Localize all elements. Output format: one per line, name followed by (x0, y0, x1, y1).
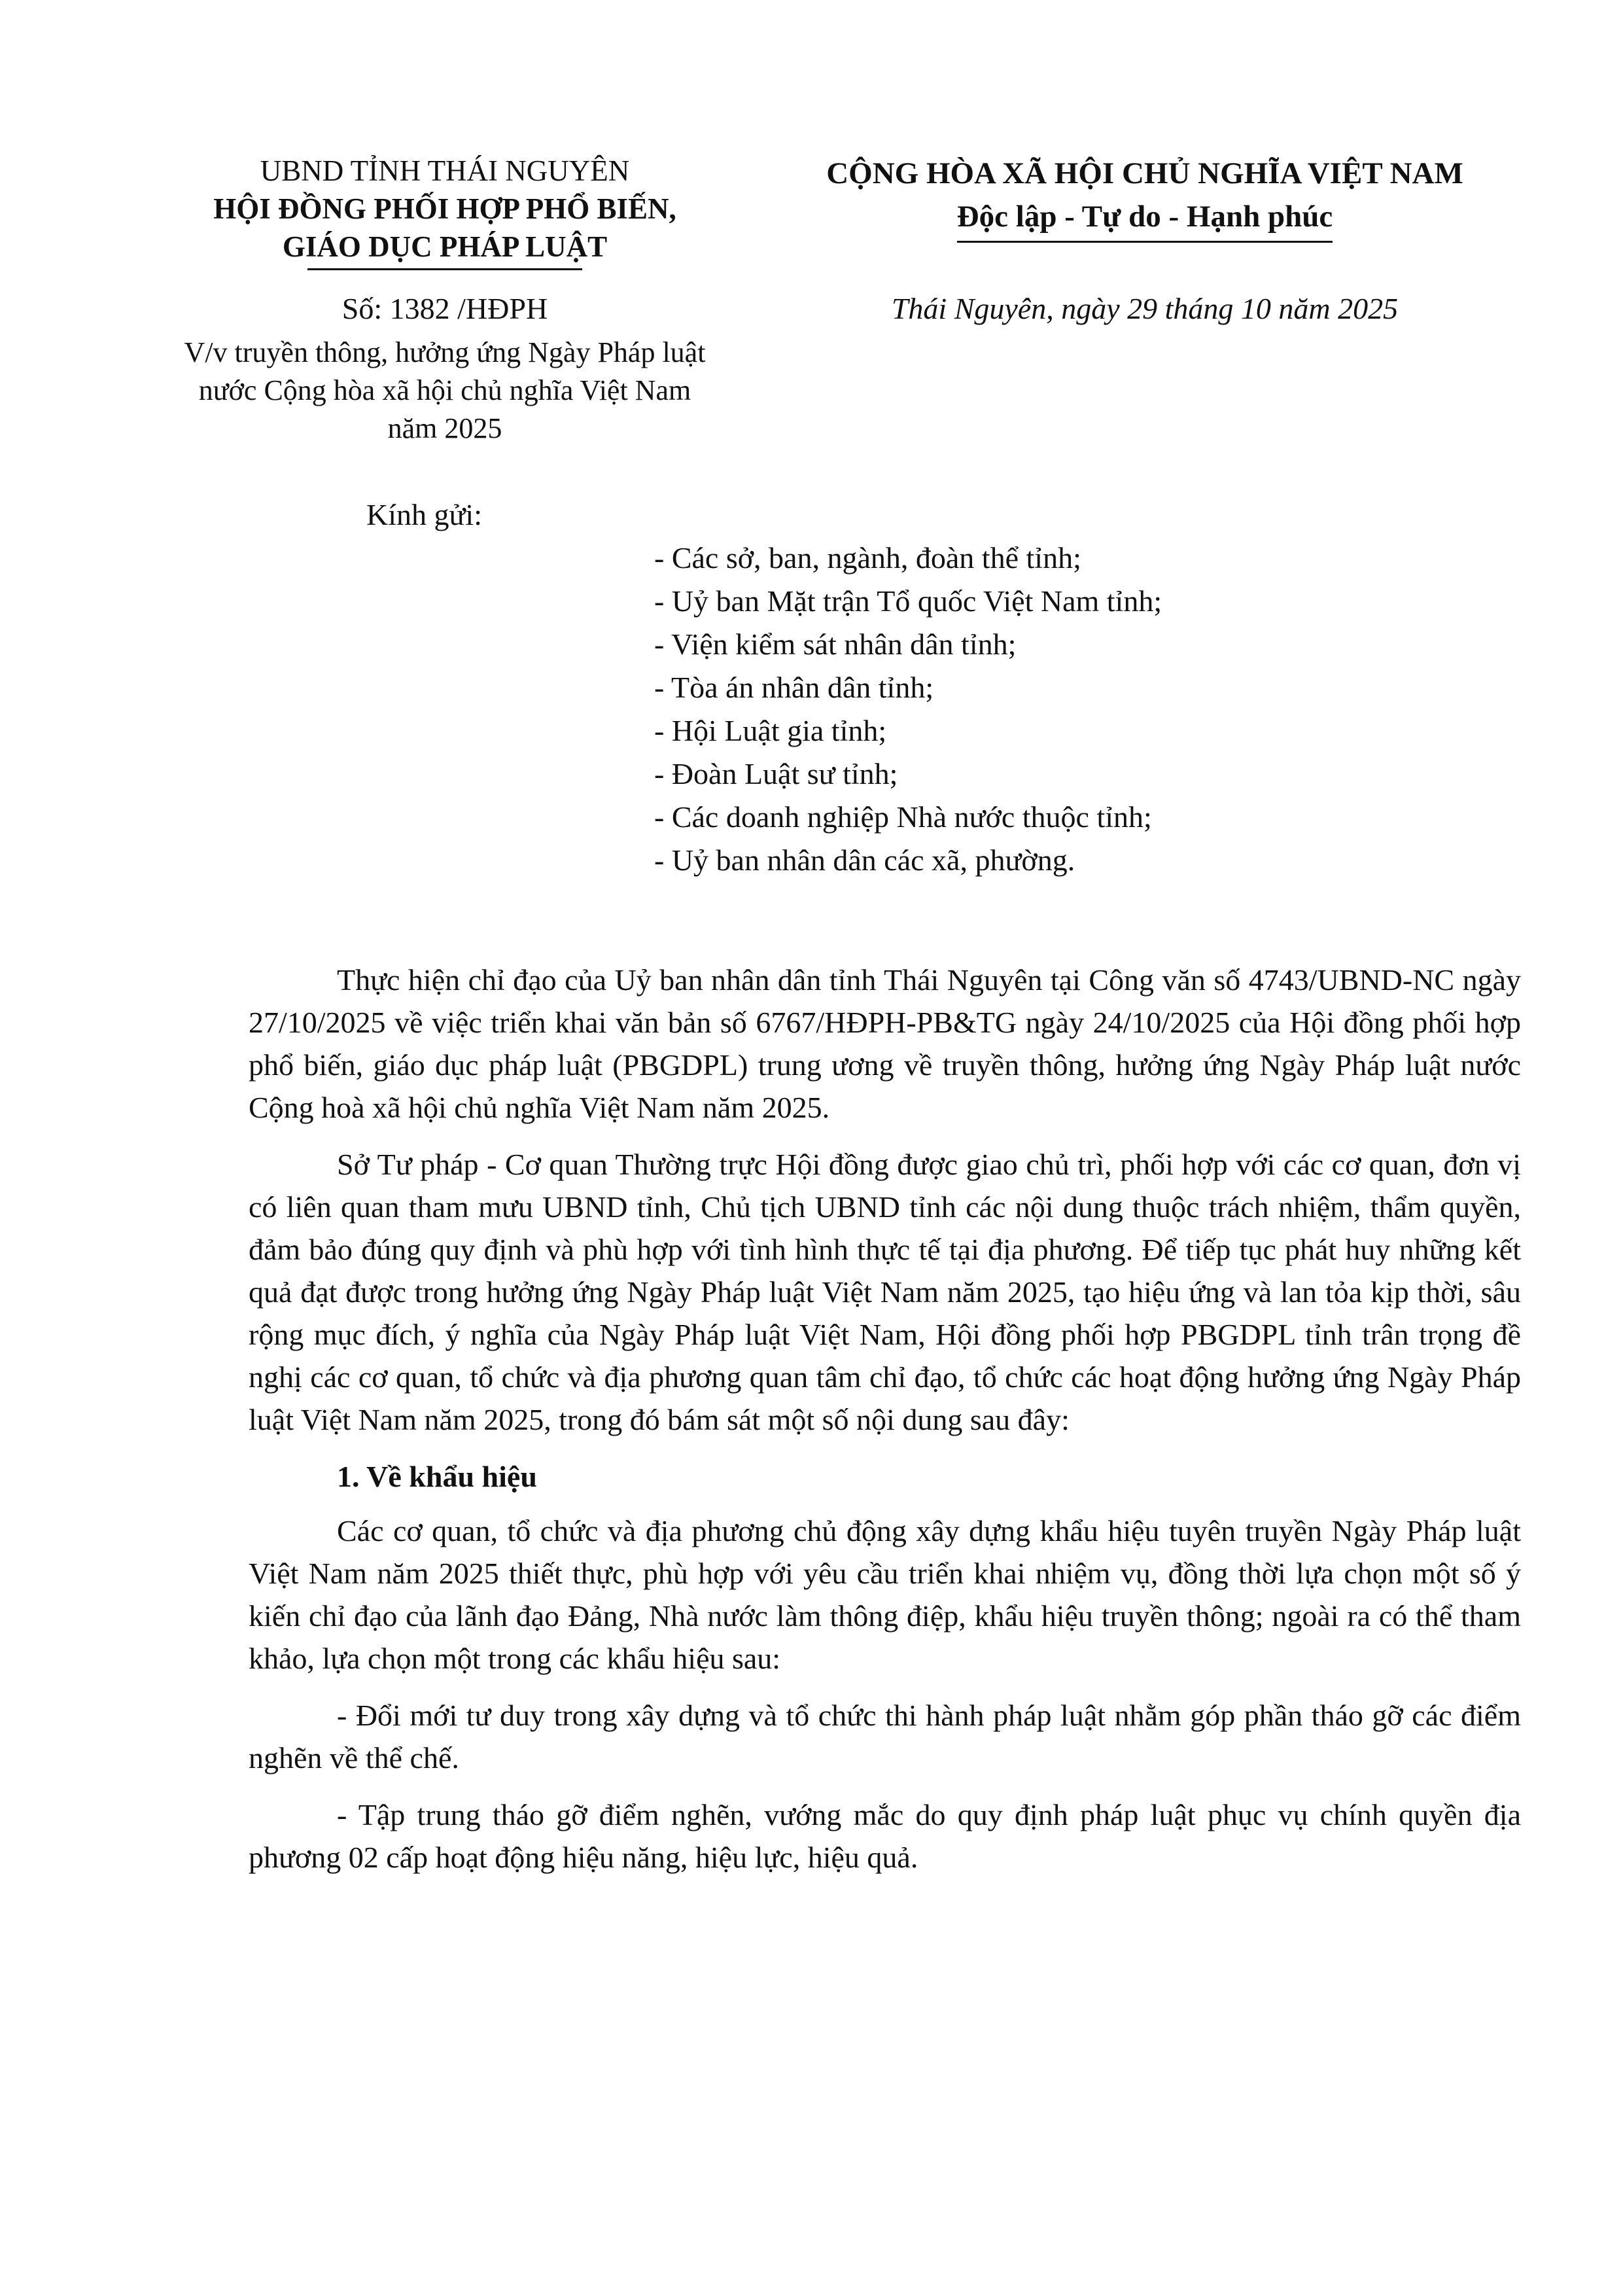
recipient-item: - Các doanh nghiệp Nhà nước thuộc tỉnh; (654, 800, 1152, 834)
subject-line-1: V/v truyền thông, hưởng ứng Ngày Pháp luật (184, 336, 706, 368)
national-title: CỘNG HÒA XÃ HỘI CHỦ NGHĨA VIỆT NAM (826, 156, 1463, 190)
body-paragraph-3: Các cơ quan, tổ chức và địa phương chủ động xây dựng khẩu hiệu tuyên truyền Ngày Pháp luật Việt Nam năm 2025 thiết thực, phù hợp với yêu cầu triển khai nhiệm vụ, đồng thời lựa chọn một số ý kiến chỉ đạo của lãnh đạo Đảng, Nhà nước làm thông điệp, khẩu hiệu truyền thông; ngoài ra có thể tham khảo, lựa chọn một trong các khẩu hiệu sau: (249, 1514, 1521, 1675)
issuer-line-2: HỘI ĐỒNG PHỐI HỢP PHỔ BIẾN, (213, 192, 676, 225)
issuer-line-1: UBND TỈNH THÁI NGUYÊN (260, 154, 630, 187)
recipient-item: - Uỷ ban Mặt trận Tổ quốc Việt Nam tỉnh; (654, 584, 1162, 618)
subject-block (144, 334, 746, 448)
slogan-item-2: - Tập trung tháo gỡ điểm nghẽn, vướng mắc do quy định pháp luật phục vụ chính quyền địa phương 02 cấp hoạt động hiệu năng, hiệu lực, hiệu quả. (249, 1798, 1521, 1874)
recipient-item: - Hội Luật gia tỉnh; (654, 714, 887, 747)
slogan-item-1: - Đổi mới tư duy trong xây dựng và tổ chức thi hành pháp luật nhằm góp phần tháo gỡ các điểm nghẽn về thể chế. (249, 1699, 1521, 1775)
body-paragraph-2: Sở Tư pháp - Cơ quan Thường trực Hội đồng được giao chủ trì, phối hợp với các cơ quan, đơn vị có liên quan tham mưu UBND tỉnh, Chủ tịch UBND tỉnh các nội dung thuộc trách nhiệm, thẩm quyền, đảm bảo đúng quy định và phù hợp với tình hình thực tế tại địa phương. Để tiếp tục phát huy những kết quả đạt được trong hưởng ứng Ngày Pháp luật Việt Nam năm 2025, tạo hiệu ứng và lan tỏa kịp thời, sâu rộng mục đích, ý nghĩa của Ngày Pháp luật Việt Nam, Hội đồng phối hợp PBGDPL tỉnh trân trọng đề nghị các cơ quan, tổ chức và địa phương quan tâm chỉ đạo, tổ chức các hoạt động hưởng ứng Ngày Pháp luật Việt Nam năm 2025, trong đó bám sát một số nội dung sau đây: (249, 1148, 1521, 1436)
recipient-list (654, 537, 1162, 882)
issuer-line-3: GIÁO DỤC PHÁP LUẬT (282, 230, 608, 263)
subject-line-2: nước Cộng hòa xã hội chủ nghĩa Việt Nam (198, 374, 691, 406)
greeting: Kính gửi: (366, 498, 482, 531)
document-body (249, 959, 1521, 1893)
subject-line-3: năm 2025 (387, 412, 502, 444)
recipient-item: - Các sở, ban, ngành, đoàn thể tỉnh; (654, 541, 1081, 574)
section-heading-1: 1. Về khẩu hiệu (337, 1460, 537, 1493)
recipient-item: - Uỷ ban nhân dân các xã, phường. (654, 843, 1075, 877)
body-paragraph-1: Thực hiện chỉ đạo của Uỷ ban nhân dân tỉnh Thái Nguyên tại Công văn số 4743/UBND-NC ngày 27/10/2025 về việc triển khai văn bản số 6767/HĐPH-PB&TG ngày 24/10/2025 của Hội đồng phối hợp phổ biến, giáo dục pháp luật (PBGDPL) trung ương về truyền thông, hưởng ứng Ngày Pháp luật nước Cộng hoà xã hội chủ nghĩa Việt Nam năm 2025. (249, 963, 1521, 1124)
recipient-item: - Viện kiểm sát nhân dân tỉnh; (654, 627, 1017, 661)
issuer-underline (307, 268, 582, 270)
recipient-item: - Tòa án nhân dân tỉnh; (654, 671, 934, 704)
issuer-block (144, 152, 746, 270)
national-title-block (752, 152, 1537, 243)
national-motto: Độc lập - Tự do - Hạnh phúc (957, 195, 1333, 243)
recipient-item: - Đoàn Luật sư tỉnh; (654, 757, 898, 790)
date-line: Thái Nguyên, ngày 29 tháng 10 năm 2025 (891, 292, 1399, 325)
document-number: Số: 1382 /HĐPH (341, 292, 548, 325)
